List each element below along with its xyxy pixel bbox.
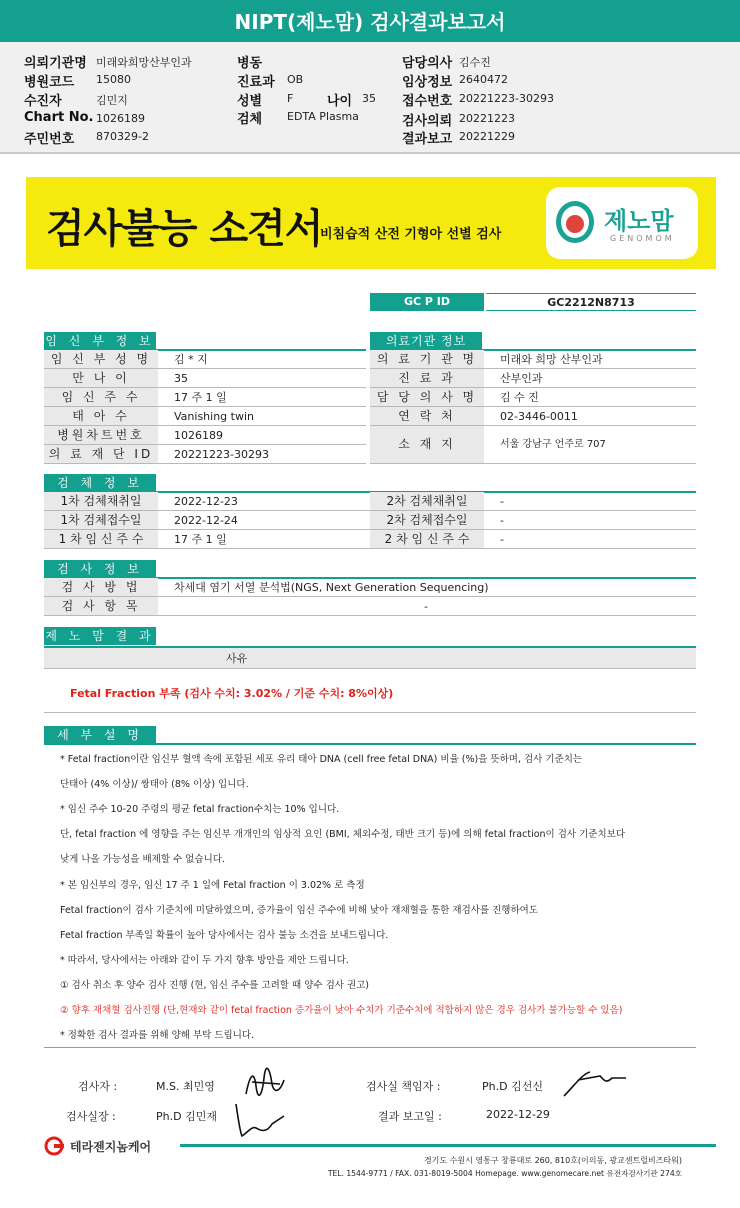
specimen-value: -	[500, 514, 504, 527]
logo-text: 제노맘	[604, 207, 674, 235]
info-label: 병동	[237, 56, 263, 71]
specimen-value: 2022-12-24	[174, 514, 238, 527]
institution-value: 서울 강남구 언주로 707	[500, 439, 606, 450]
gcpid-label: GC P ID	[370, 293, 484, 311]
detail-line: * 임신 주수 10-20 주령의 평균 fetal fraction수치는 10% 입니다.	[60, 804, 340, 815]
specimen-value: 17 주 1 일	[174, 533, 227, 546]
section-institution-head: 의료기관 정보	[370, 332, 482, 350]
examiner-signature-icon	[240, 1066, 290, 1102]
pregnant-label: 병원차트번호	[44, 426, 158, 444]
banner-subtitle: 비침습적 산전 기형아 선별 검사	[320, 227, 502, 242]
result-reason: Fetal Fraction 부족 (검사 수치: 3.02% / 기준 수치: 8%이상)	[70, 687, 394, 700]
banner	[26, 177, 716, 269]
logo-dot-icon	[566, 215, 584, 233]
institution-label: 의 료 기 관 명	[370, 350, 484, 368]
info-value: 2640472	[459, 73, 508, 86]
divider	[44, 615, 696, 616]
section-specimen-head: 검 체 정 보	[44, 474, 156, 492]
detail-line: 단, fetal fraction 에 영향을 주는 임신부 개개인의 임상적 요인 (BMI, 체외수정, 태반 크기 등)에 의해 fetal fraction이 검사 기준치보다	[60, 829, 626, 840]
chief-label: 검사실장 :	[66, 1110, 116, 1123]
gcpid-value: GC2212N8713	[486, 293, 696, 311]
info-value: 15080	[96, 73, 131, 86]
company-name: 테라젠지놈케어	[70, 1140, 152, 1154]
detail-line: 낮게 나올 가능성을 배제할 수 없습니다.	[60, 854, 225, 865]
info-label: 주민번호	[24, 132, 75, 147]
detail-line: ① 검사 취소 후 양수 검사 진행 (현, 임신 주수를 고려할 때 양수 검사 권고)	[60, 980, 370, 991]
institution-value: 김 수 진	[500, 391, 539, 404]
pregnant-label: 태 아 수	[44, 407, 158, 425]
info-value: 김수진	[459, 56, 491, 69]
specimen-label: 2차 검체접수일	[370, 511, 484, 529]
info-label: 검사의뢰	[402, 114, 453, 129]
patient-info-panel	[0, 42, 740, 154]
divider	[44, 712, 696, 713]
pregnant-value: 17 주 1 일	[174, 391, 227, 404]
institution-label: 진 료 과	[370, 369, 484, 387]
pregnant-value: 20221223-30293	[174, 448, 269, 461]
pregnant-value: 35	[174, 372, 188, 385]
specimen-label: 1차 검체채취일	[44, 492, 158, 510]
info-label: 나이	[327, 94, 353, 109]
result-col-label: 사유	[226, 652, 248, 665]
detail-line: * Fetal fraction이란 임신부 혈액 속에 포함된 세포 유리 태아 DNA (cell free fetal DNA) 비율 (%)을 뜻하며, 검사 기준치는	[60, 754, 583, 765]
info-value: F	[287, 92, 294, 105]
institution-label: 소 재 지	[370, 426, 484, 463]
divider	[44, 1047, 696, 1048]
divider	[44, 668, 696, 669]
info-value: 870329-2	[96, 130, 149, 143]
report-date: 2022-12-29	[486, 1108, 550, 1121]
info-label: 수진자	[24, 94, 62, 109]
institution-label: 연 락 처	[370, 407, 484, 425]
info-label: Chart No.	[24, 110, 94, 125]
section-result-head: 제 노 맘 결 과	[45, 629, 155, 643]
company-contact: TEL. 1544-9771 / FAX. 031-8019-5004 Homepage. www.genomecare.net 유전자검사기관 274호	[327, 1169, 682, 1178]
specimen-label: 2차 검체채취일	[370, 492, 484, 510]
info-label: 병원코드	[24, 75, 75, 90]
info-value: 20221223	[459, 112, 515, 125]
lab-head-name: Ph.D 김선신	[482, 1080, 543, 1093]
test-value: -	[424, 600, 428, 613]
section-details-head: 세 부 설 명	[44, 726, 156, 744]
pregnant-label: 의 료 재 단 ID	[44, 445, 158, 463]
institution-value: 02-3446-0011	[500, 410, 578, 423]
section-pregnant-head: 임 신 부 정 보	[45, 334, 155, 348]
divider	[370, 463, 696, 464]
info-value: 20221223-30293	[459, 92, 554, 105]
divider	[44, 463, 366, 464]
institution-label: 담 당 의 사 명	[370, 388, 484, 406]
divider	[44, 548, 696, 549]
detail-line: * 본 임신부의 경우, 임신 17 주 1 일에 Fetal fraction 이 3.02% 로 측정	[60, 880, 365, 891]
institution-value: 산부인과	[500, 372, 543, 385]
detail-line: Fetal fraction 부족일 확률이 높아 당사에서는 검사 불능 소견을 보내드립니다.	[60, 930, 389, 941]
examiner-name: M.S. 최민영	[156, 1080, 215, 1093]
chief-name: Ph.D 김민재	[156, 1110, 217, 1123]
pregnant-value: 1026189	[174, 429, 223, 442]
detail-line: * 따라서, 당사에서는 아래와 같이 두 가지 향후 방안을 제안 드립니다.	[60, 955, 349, 966]
detail-line: Fetal fraction이 검사 기준치에 미달하였으며, 증가율이 임신 주수에 비해 낮아 재채혈을 통한 재검사를 진행하여도	[60, 905, 539, 916]
specimen-value: -	[500, 533, 504, 546]
specimen-value: 2022-12-23	[174, 495, 238, 508]
detail-line: 단태아 (4% 이상)/ 쌍태아 (8% 이상) 입니다.	[60, 779, 249, 790]
pregnant-value: 김 * 지	[174, 353, 208, 366]
section-test-head: 검 사 정 보	[44, 560, 156, 578]
institution-value: 미래와 희망 산부인과	[500, 353, 603, 366]
info-value: OB	[287, 73, 304, 86]
lab-head-label: 검사실 책임자 :	[366, 1080, 441, 1093]
pregnant-value: Vanishing twin	[174, 410, 254, 423]
specimen-label: 1 차 임 신 주 수	[44, 530, 158, 548]
info-label: 검체	[237, 112, 263, 127]
info-label: 의뢰기관명	[24, 56, 87, 71]
info-value: 1026189	[96, 112, 145, 125]
info-value: 미래와희망산부인과	[96, 56, 192, 69]
pregnant-label: 임 신 부 성 명	[44, 350, 158, 368]
detail-line-red: ② 향후 재채혈 검사진행 (단,현재와 같이 fetal fraction 증가율이 낮아 수치가 기준수치에 적합하지 않은 경우 검사가 불가능할 수 있음)	[60, 1005, 623, 1016]
divider	[44, 743, 696, 745]
genomom-logo	[546, 187, 698, 259]
logo-en: GENOMOM	[610, 234, 675, 243]
test-label: 검 사 방 법	[44, 578, 158, 596]
examiner-label: 검사자 :	[78, 1080, 118, 1093]
report-date-label: 결과 보고일 :	[378, 1110, 442, 1123]
specimen-label: 1차 검체접수일	[44, 511, 158, 529]
lab-head-signature-icon	[560, 1066, 630, 1102]
specimen-value: -	[500, 495, 504, 508]
specimen-label: 2 차 임 신 주 수	[370, 530, 484, 548]
banner-title: 검사불능 소견서	[46, 206, 323, 252]
info-value: 김민지	[96, 94, 128, 107]
pregnant-label: 임 신 주 수	[44, 388, 158, 406]
company-address: 경기도 수원시 영통구 창룡대로 260, 810호(이의동, 광교센트럴비즈타워)	[423, 1156, 682, 1165]
info-label: 담당의사	[402, 56, 453, 71]
info-label: 진료과	[237, 75, 275, 90]
test-label: 검 사 항 목	[44, 597, 158, 615]
pregnant-label: 만 나 이	[44, 369, 158, 387]
info-value: 20221229	[459, 130, 515, 143]
info-label: 성별	[237, 94, 263, 109]
chief-signature-icon	[230, 1098, 286, 1140]
info-label: 결과보고	[402, 132, 453, 147]
info-value: EDTA Plasma	[287, 110, 359, 123]
test-value: 차세대 염기 서열 분석법(NGS, Next Generation Sequencing)	[174, 581, 489, 594]
footer-line	[180, 1144, 716, 1147]
info-value: 35	[362, 92, 376, 105]
result-header-row	[44, 648, 696, 668]
report-title: NIPT(제노맘) 검사결과보고서	[0, 0, 740, 42]
info-label: 임상정보	[402, 75, 453, 90]
info-label: 접수번호	[402, 94, 453, 109]
company-logo-icon	[44, 1136, 66, 1156]
detail-line: * 정확한 검사 결과를 위해 양해 부탁 드립니다.	[60, 1030, 255, 1041]
